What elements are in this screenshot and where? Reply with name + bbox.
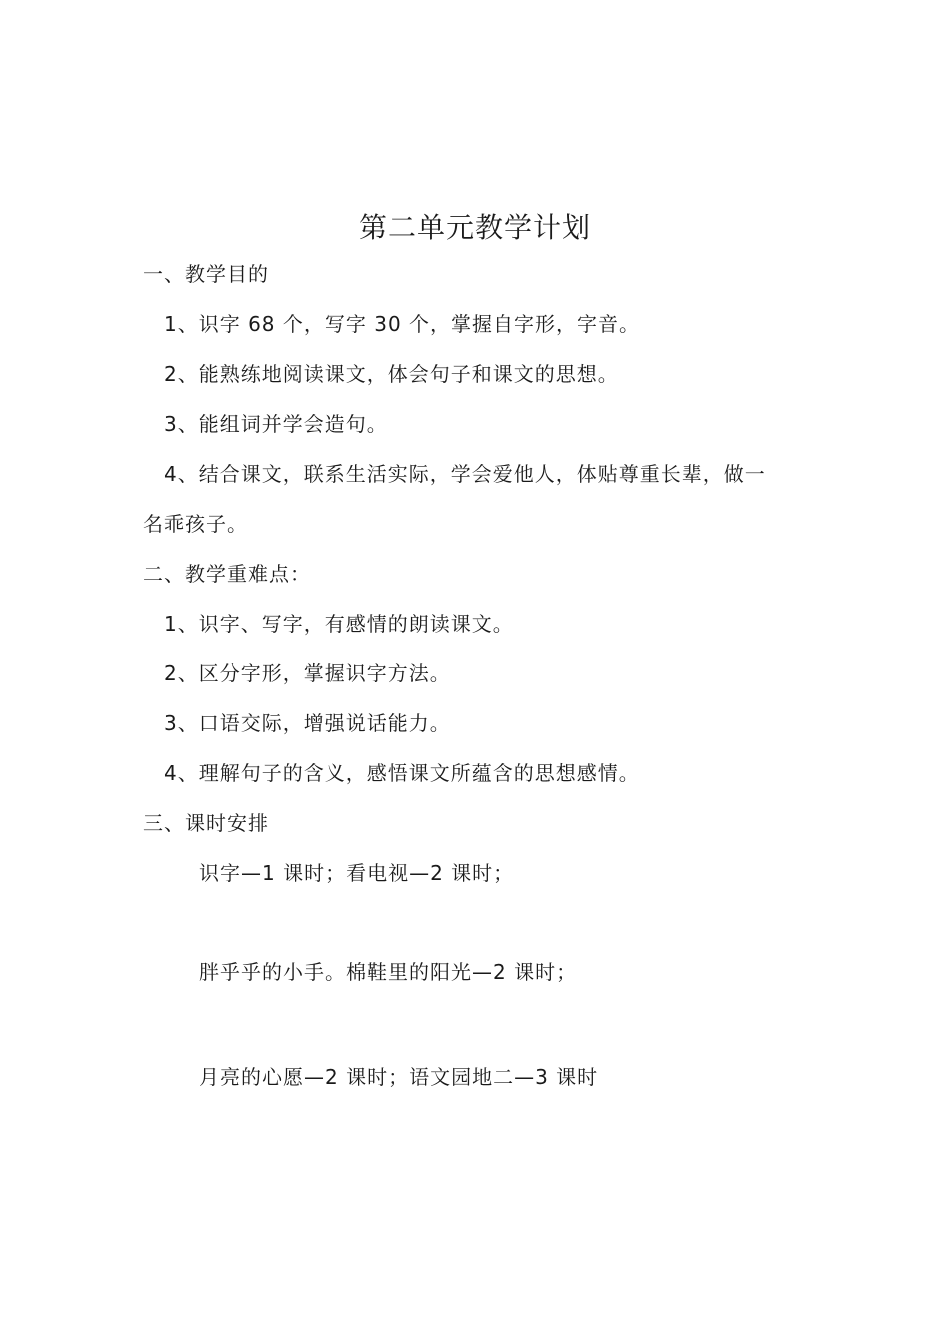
section-heading-schedule: 三、课时安排 xyxy=(143,811,269,835)
document-title: 第二单元教学计划 xyxy=(358,211,591,244)
goal-item-2: 2、能熟练地阅读课文，体会句子和课文的思想。 xyxy=(164,362,619,386)
key-point-item-2: 2、区分字形，掌握识字方法。 xyxy=(164,661,451,685)
goal-item-4: 4、结合课文，联系生活实际，学会爱他人，体贴尊重长辈，做一 xyxy=(164,462,766,486)
goal-item-4-continuation: 名乖孩子。 xyxy=(143,512,248,536)
goal-item-3: 3、能组词并学会造句。 xyxy=(164,412,388,436)
section-heading-goals: 一、教学目的 xyxy=(143,262,269,286)
key-point-item-3: 3、口语交际，增强说话能力。 xyxy=(164,711,451,735)
goal-item-1: 1、识字 68 个，写字 30 个，掌握自字形，字音。 xyxy=(164,312,641,336)
section-heading-key-points: 二、教学重难点： xyxy=(143,562,311,586)
schedule-line-3: 月亮的心愿—2 课时；语文园地二—3 课时 xyxy=(199,1065,599,1089)
key-point-item-4: 4、理解句子的含义，感悟课文所蕴含的思想感情。 xyxy=(164,761,640,785)
key-point-item-1: 1、识字、写字，有感情的朗读课文。 xyxy=(164,612,514,636)
schedule-line-2: 胖乎乎的小手。棉鞋里的阳光—2 课时； xyxy=(199,960,578,984)
schedule-line-1: 识字—1 课时；看电视—2 课时； xyxy=(199,861,515,885)
